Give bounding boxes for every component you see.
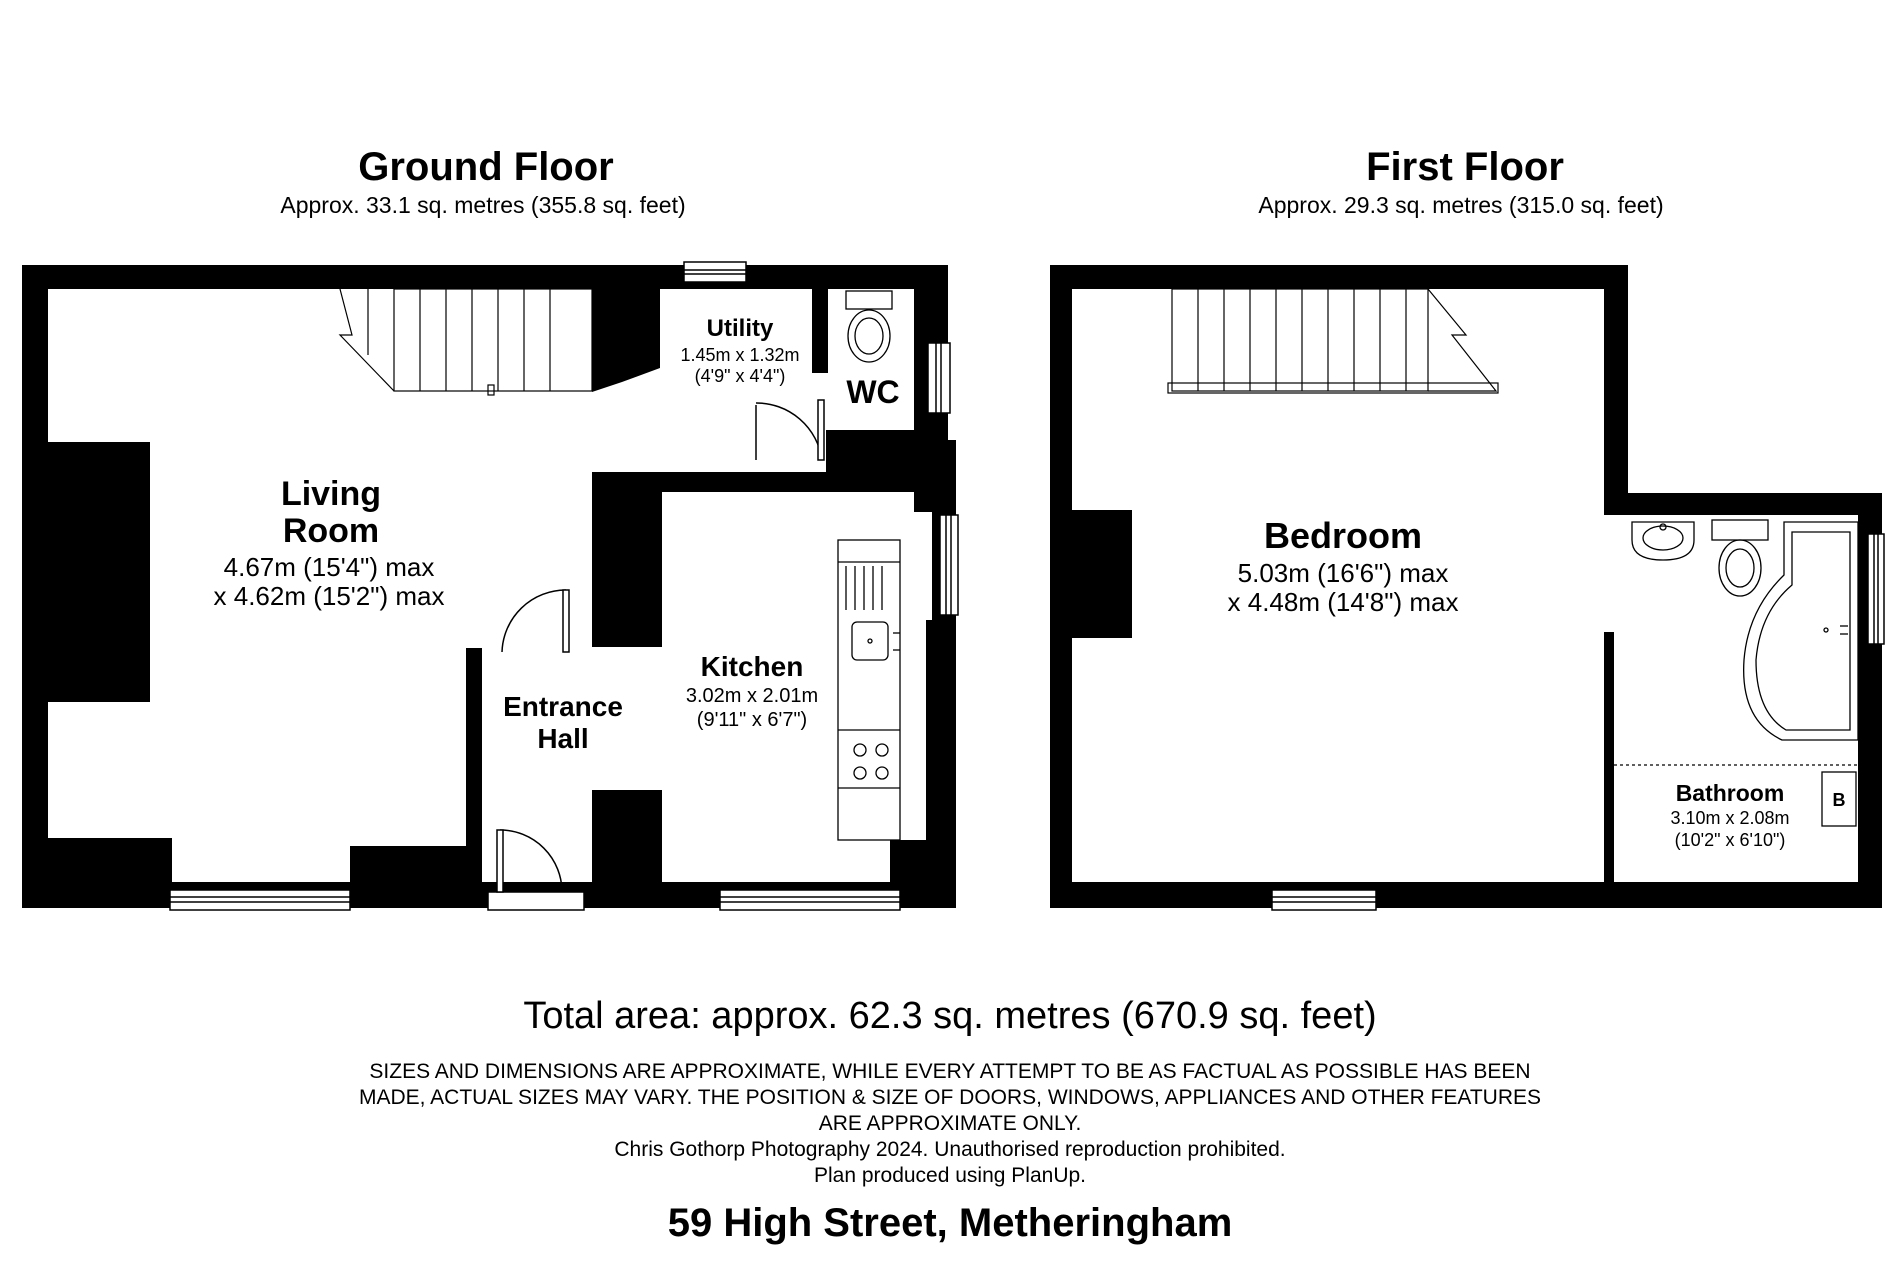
living-room-name-1: Living [280, 475, 382, 513]
kitchen-dim-2: (9'11" x 6'7") [696, 709, 808, 731]
wc-name: WC [846, 374, 900, 410]
bathroom-basin-icon [1632, 522, 1694, 560]
ground-floor-title: Ground Floor [358, 145, 614, 189]
front-door [488, 830, 584, 910]
utility-dim-2: (4'9" x 4'4") [694, 366, 786, 386]
bathroom-dim-1: 3.10m x 2.08m [1670, 808, 1790, 828]
disclaimer-line-2: MADE, ACTUAL SIZES MAY VARY. THE POSITION & SIZE OF DOORS, WINDOWS, APPLIANCES AND OTHER FEATURES [358, 1086, 1542, 1109]
kitchen-window [940, 515, 958, 615]
ground-floor-plan [22, 145, 958, 910]
bathroom-toilet-cistern-icon [1712, 520, 1768, 540]
kitchen-dim-1: 3.02m x 2.01m [685, 685, 819, 707]
first-floor-area: Approx. 29.3 sq. metres (315.0 sq. feet) [1258, 192, 1664, 218]
living-room-dim-1: 4.67m (15'4") max [223, 552, 435, 582]
hall-living-door [502, 590, 569, 652]
bedroom-dim-1: 5.03m (16'6") max [1237, 558, 1449, 588]
bedroom-dim-2: x 4.48m (14'8") max [1227, 587, 1459, 617]
bath-icon [1744, 522, 1858, 740]
copyright-notice: Chris Gothorp Photography 2024. Unauthorised reproduction prohibited. [614, 1138, 1286, 1161]
utility-dim-1: 1.45m x 1.32m [680, 345, 800, 365]
utility-window [684, 262, 746, 282]
ground-floor-stairs [340, 289, 592, 395]
entrance-hall-name-2: Hall [537, 723, 589, 754]
bedroom-window [1272, 890, 1376, 910]
total-area: Total area: approx. 62.3 sq. metres (670.9 sq. feet) [523, 995, 1377, 1037]
ground-floor-walls [22, 265, 956, 908]
kitchen-sink-icon [852, 622, 888, 660]
property-address: 59 High Street, Metheringham [667, 1201, 1233, 1245]
living-room-window [170, 890, 350, 910]
utility-door [756, 400, 824, 460]
disclaimer-line-1: SIZES AND DIMENSIONS ARE APPROXIMATE, WHILE EVERY ATTEMPT TO BE AS FACTUAL AS POSSIBLE HAS BEEN [369, 1060, 1531, 1083]
produced-by: Plan produced using PlanUp. [813, 1164, 1086, 1187]
kitchen-worktop [838, 540, 900, 840]
toilet-cistern-icon [846, 291, 892, 309]
kitchen-name: Kitchen [700, 651, 804, 682]
entrance-hall-name-1: Entrance [503, 691, 623, 722]
kitchen-bottom-window [720, 890, 900, 910]
living-room-dim-2: x 4.62m (15'2") max [213, 581, 445, 611]
bathroom-name: Bathroom [1675, 780, 1785, 806]
first-floor-stairs [1168, 289, 1498, 393]
wc-window [928, 343, 950, 413]
disclaimer-line-3: ARE APPROXIMATE ONLY. [818, 1112, 1082, 1135]
bathroom-dim-2: (10'2" x 6'10") [1674, 830, 1786, 850]
first-floor-title: First Floor [1366, 145, 1564, 189]
boiler-label: B [1832, 790, 1846, 810]
bathroom-window [1868, 534, 1884, 644]
utility-name: Utility [706, 315, 774, 342]
fireplace-label: FP [107, 553, 141, 583]
ground-floor-area: Approx. 33.1 sq. metres (355.8 sq. feet) [280, 192, 686, 218]
hob-ring-icon [854, 744, 866, 756]
disclaimer [300, 1059, 1600, 1189]
first-floor-plan [1050, 145, 1884, 910]
kitchen-fittings [838, 540, 900, 840]
bedroom-name: Bedroom [1263, 515, 1423, 556]
living-room-name-2: Room [282, 512, 380, 550]
